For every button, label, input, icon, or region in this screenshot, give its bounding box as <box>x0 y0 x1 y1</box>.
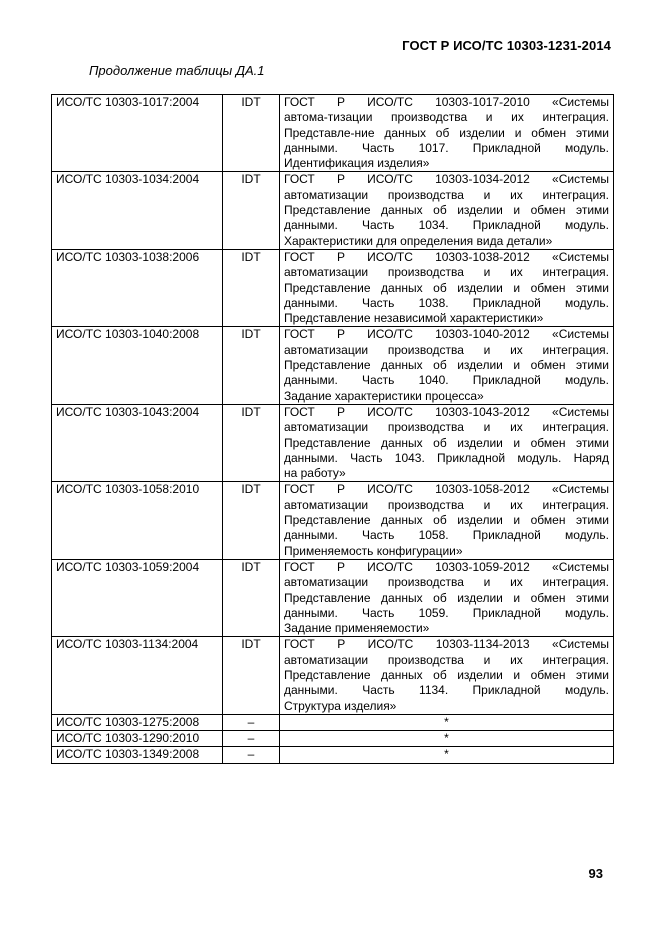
national-standard-line: автоматизации производства и их интеграция. <box>284 265 609 280</box>
national-standard <box>280 404 614 481</box>
standard-designation: ИСО/ТС 10303-1034:2004 <box>52 172 223 249</box>
national-standard-line: данными. Часть 1043. Прикладной модуль. Наряд <box>284 450 609 465</box>
national-standard-line: Структура изделия» <box>284 698 397 713</box>
national-standard-line: * <box>444 731 449 746</box>
national-standard-line: автоматизации производства и их интеграция. <box>284 342 609 357</box>
table-row <box>52 249 614 326</box>
national-standard-line: Представление данных об изделии и обмен этими <box>284 358 609 373</box>
standards-table <box>51 94 614 764</box>
national-standard-line: ГОСТ Р ИСО/ТС 10303-1034-2012 «Системы <box>284 172 609 187</box>
national-standard-line: ГОСТ Р ИСО/ТС 10303-1043-2012 «Системы <box>284 404 609 419</box>
national-standard <box>280 95 614 172</box>
national-standard-line: * <box>444 714 449 729</box>
document-header: ГОСТ Р ИСО/ТС 10303-1231-2014 <box>402 38 611 53</box>
national-standard-line: на работу» <box>284 466 346 481</box>
standard-designation: ИСО/ТС 10303-1349:2008 <box>52 747 223 763</box>
table-row <box>52 172 614 249</box>
conformity-degree: IDT <box>223 95 280 172</box>
national-standard-line: Представление данных об изделии и обмен этими <box>284 435 609 450</box>
standard-designation: ИСО/ТС 10303-1040:2008 <box>52 327 223 404</box>
national-standard-line: Представление независимой характеристики» <box>284 311 544 326</box>
conformity-degree: – <box>223 714 280 730</box>
national-standard-line: Представление данных об изделии и обмен этими <box>284 203 609 218</box>
national-standard-line: ГОСТ Р ИСО/ТС 10303-1134-2013 «Системы <box>284 637 609 652</box>
national-standard-line: Задание применяемости» <box>284 621 430 636</box>
conformity-degree: – <box>223 731 280 747</box>
national-standard <box>280 747 614 763</box>
standard-designation: ИСО/ТС 10303-1038:2006 <box>52 249 223 326</box>
national-standard <box>280 731 614 747</box>
conformity-degree: – <box>223 747 280 763</box>
standard-designation: ИСО/ТС 10303-1275:2008 <box>52 714 223 730</box>
national-standard-line: данными. Часть 1059. Прикладной модуль. <box>284 605 609 620</box>
national-standard-line: Представле-ние данных об изделии и обмен этими <box>284 125 609 140</box>
national-standard-line: Идентификация изделия» <box>284 156 430 171</box>
standard-designation: ИСО/ТС 10303-1043:2004 <box>52 404 223 481</box>
conformity-degree: IDT <box>223 327 280 404</box>
page-number: 93 <box>588 866 603 881</box>
national-standard-line: Представление данных об изделии и обмен этими <box>284 280 609 295</box>
national-standard-line: Задание характеристики процесса» <box>284 388 484 403</box>
national-standard-line: автоматизации производства и их интеграция. <box>284 575 609 590</box>
national-standard-line: данными. Часть 1040. Прикладной модуль. <box>284 373 609 388</box>
conformity-degree: IDT <box>223 482 280 559</box>
national-standard <box>280 637 614 714</box>
national-standard-line: данными. Часть 1134. Прикладной модуль. <box>284 683 609 698</box>
national-standard-line: данными. Часть 1034. Прикладной модуль. <box>284 218 609 233</box>
national-standard <box>280 327 614 404</box>
standard-designation: ИСО/ТС 10303-1017:2004 <box>52 95 223 172</box>
table-row <box>52 637 614 714</box>
national-standard-line: автоматизации производства и их интеграция. <box>284 187 609 202</box>
conformity-degree: IDT <box>223 404 280 481</box>
table-row <box>52 327 614 404</box>
national-standard-line: Представление данных об изделии и обмен этими <box>284 513 609 528</box>
national-standard-line: ГОСТ Р ИСО/ТС 10303-1038-2012 «Системы <box>284 249 609 264</box>
standard-designation: ИСО/ТС 10303-1058:2010 <box>52 482 223 559</box>
conformity-degree: IDT <box>223 637 280 714</box>
national-standard-line: Применяемость конфигурации» <box>284 543 463 558</box>
national-standard-line: автома-тизации производства и их интеграция. <box>284 110 609 125</box>
standard-designation: ИСО/ТС 10303-1059:2004 <box>52 559 223 636</box>
standard-designation: ИСО/ТС 10303-1290:2010 <box>52 731 223 747</box>
national-standard-line: * <box>444 747 449 762</box>
table-row <box>52 404 614 481</box>
national-standard-line: данными. Часть 1017. Прикладной модуль. <box>284 140 609 155</box>
national-standard-line: ГОСТ Р ИСО/ТС 10303-1059-2012 «Системы <box>284 559 609 574</box>
national-standard <box>280 559 614 636</box>
national-standard-line: Характеристики для определения вида детали» <box>284 233 553 248</box>
national-standard-line: данными. Часть 1058. Прикладной модуль. <box>284 528 609 543</box>
table-row <box>52 559 614 636</box>
national-standard-line: данными. Часть 1038. Прикладной модуль. <box>284 295 609 310</box>
standard-designation: ИСО/ТС 10303-1134:2004 <box>52 637 223 714</box>
conformity-degree: IDT <box>223 172 280 249</box>
table-row <box>52 482 614 559</box>
national-standard-line: Представление данных об изделии и обмен этими <box>284 667 609 682</box>
national-standard <box>280 714 614 730</box>
national-standard-line: автоматизации производства и их интеграция. <box>284 652 609 667</box>
national-standard-line: ГОСТ Р ИСО/ТС 10303-1017-2010 «Системы <box>284 95 609 109</box>
national-standard-line: ГОСТ Р ИСО/ТС 10303-1058-2012 «Системы <box>284 482 609 497</box>
national-standard <box>280 249 614 326</box>
conformity-degree: IDT <box>223 559 280 636</box>
table-row <box>52 747 614 763</box>
national-standard-line: автоматизации производства и их интеграция. <box>284 420 609 435</box>
national-standard-line: Представление данных об изделии и обмен этими <box>284 590 609 605</box>
national-standard <box>280 482 614 559</box>
table-caption: Продолжение таблицы ДА.1 <box>89 63 265 78</box>
national-standard-line: ГОСТ Р ИСО/ТС 10303-1040-2012 «Системы <box>284 327 609 342</box>
conformity-degree: IDT <box>223 249 280 326</box>
table-row <box>52 714 614 730</box>
national-standard <box>280 172 614 249</box>
table-row <box>52 95 614 172</box>
table-row <box>52 731 614 747</box>
national-standard-line: автоматизации производства и их интеграция. <box>284 497 609 512</box>
